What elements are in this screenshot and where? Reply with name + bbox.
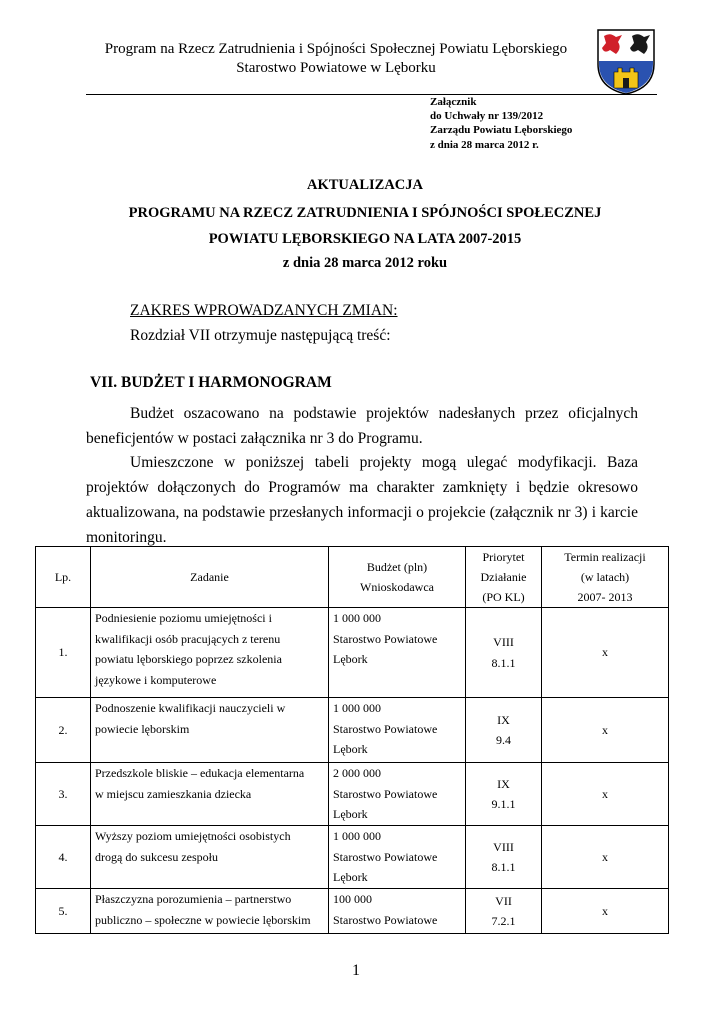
row-task	[91, 889, 329, 934]
table-row	[36, 889, 669, 934]
header-priority	[466, 547, 542, 608]
header-term-line-3: 2007- 2013	[577, 590, 633, 604]
section-title: VII. BUDŻET I HARMONOGRAM	[90, 374, 332, 391]
row-priority	[466, 698, 542, 763]
row-term: x	[542, 608, 669, 698]
budget-amount: 100 000	[333, 892, 372, 906]
section-paragraph-1: Budżet oszacowano na podstawie projektów nadesłanych przez oficjalnych beneficjentów w postaci załącznika nr 3 do Programu.	[86, 405, 638, 447]
header-budget-line-2: Wnioskodawca	[360, 580, 434, 594]
row-lp: 4.	[36, 826, 91, 889]
table-row	[36, 763, 669, 826]
task-line: drogą do sukcesu zespołu	[95, 849, 218, 864]
budget-amount: 1 000 000	[333, 701, 381, 715]
row-budget	[329, 889, 466, 934]
priority-action: 7.2.1	[491, 914, 516, 928]
budget-applicant: Starostwo Powiatowe	[333, 631, 438, 646]
header-priority-line-1: Priorytet	[482, 550, 525, 564]
row-task	[91, 608, 329, 698]
budget-applicant: Starostwo Powiatowe	[333, 786, 438, 801]
row-term: x	[542, 889, 669, 934]
task-line: kwalifikacji osób pracujących z terenu	[95, 631, 281, 646]
task-line: Podniesienie poziomu umiejętności i	[95, 611, 272, 625]
row-lp: 5.	[36, 889, 91, 934]
changes-heading: ZAKRES WPROWADZANYCH ZMIAN:	[130, 302, 398, 319]
row-lp: 3.	[36, 763, 91, 826]
document-title-date: z dnia 28 marca 2012 roku	[282, 255, 448, 271]
budget-applicant: Starostwo Powiatowe	[333, 912, 438, 927]
budget-city: Lębork	[333, 870, 368, 884]
row-term: x	[542, 698, 669, 763]
row-budget	[329, 763, 466, 826]
priority-code: IX	[497, 776, 510, 791]
annex-label: Załącznik	[430, 96, 477, 108]
budget-amount: 1 000 000	[333, 829, 381, 843]
row-budget	[329, 826, 466, 889]
row-task	[91, 826, 329, 889]
row-lp: 2.	[36, 698, 91, 763]
task-line: Podnoszenie kwalifikacji nauczycieli w	[95, 701, 286, 715]
header-budget-line-1: Budżet (pln)	[366, 560, 428, 574]
row-lp: 1.	[36, 608, 91, 698]
table-row	[36, 608, 669, 698]
budget-table	[35, 546, 669, 934]
priority-action: 9.4	[496, 733, 511, 747]
task-line: powiecie lęborskim	[95, 721, 190, 736]
header-term-line-1: Termin realizacji	[564, 550, 646, 564]
row-term: x	[542, 763, 669, 826]
header-priority-line-2: Działanie	[480, 570, 527, 584]
row-task	[91, 763, 329, 826]
task-line: językowe i komputerowe	[95, 672, 217, 687]
header-priority-line-3: (PO KL)	[482, 590, 525, 604]
task-line: Przedszkole bliskie – edukacja elementarna	[95, 766, 305, 780]
header-lp: Lp.	[36, 547, 91, 608]
header-budget	[329, 547, 466, 608]
budget-city: Lębork	[333, 807, 368, 821]
row-priority	[466, 763, 542, 826]
document-title-line-1: AKTUALIZACJA	[306, 177, 423, 193]
priority-action: 9.1.1	[491, 797, 516, 811]
row-priority	[466, 889, 542, 934]
annex-resolution: do Uchwały nr 139/2012	[430, 110, 544, 123]
priority-code: VIII	[493, 635, 514, 649]
document-header	[86, 40, 586, 78]
table-header-row	[36, 547, 669, 608]
priority-code: VIII	[493, 839, 514, 854]
task-line: publiczno – społeczne w powiecie lęborskim	[95, 912, 311, 927]
task-line: w miejscu zamieszkania dziecka	[95, 786, 252, 801]
table-row	[36, 826, 669, 889]
header-program-name: Program na Rzecz Zatrudnienia i Spójności Społecznej Powiatu Lęborskiego	[104, 41, 568, 57]
row-priority	[466, 826, 542, 889]
changes-text: Rozdział VII otrzymuje następującą treść:	[130, 327, 391, 344]
budget-applicant: Starostwo Powiatowe	[333, 721, 438, 736]
task-line: Wyższy poziom umiejętności osobistych	[95, 829, 291, 843]
annex-board: Zarządu Powiatu Lęborskiego	[430, 124, 573, 137]
document-title-line-2: PROGRAMU NA RZECZ ZATRUDNIENIA I SPÓJNOŚCI SPOŁECZNEJ	[128, 205, 602, 221]
budget-amount: 1 000 000	[333, 611, 381, 625]
row-budget	[329, 608, 466, 698]
annex-date: z dnia 28 marca 2012 r.	[430, 138, 539, 151]
header-task: Zadanie	[91, 547, 329, 608]
budget-amount: 2 000 000	[333, 766, 381, 780]
section-paragraph-2: Umieszczone w poniższej tabeli projekty mogą ulegać modyfikacji. Baza projektów dołączonych do Programów ma charakter zamknięty i będzie okresowo aktualizowana, na podstawie przesłanych informacji o projekcie (załącznik nr 3) i karcie monitoringu.	[86, 454, 638, 546]
document-title-line-3: POWIATU LĘBORSKIEGO NA LATA 2007-2015	[208, 231, 522, 247]
priority-code: IX	[497, 712, 510, 727]
task-line: Płaszczyzna porozumienia – partnerstwo	[95, 892, 292, 906]
county-crest-icon	[596, 28, 656, 96]
priority-action: 8.1.1	[491, 655, 516, 670]
row-task	[91, 698, 329, 763]
header-term-line-2: (w latach)	[580, 570, 630, 584]
budget-city: Lębork	[333, 742, 368, 756]
row-term: x	[542, 826, 669, 889]
table-row	[36, 698, 669, 763]
priority-action: 8.1.1	[491, 860, 516, 874]
row-priority	[466, 608, 542, 698]
page-number: 1	[352, 962, 360, 979]
task-line: powiatu lęborskiego poprzez szkolenia	[95, 652, 282, 666]
header-office-name: Starostwo Powiatowe w Lęborku	[236, 60, 436, 76]
budget-city: Lębork	[333, 652, 368, 666]
budget-applicant: Starostwo Powiatowe	[333, 849, 438, 864]
header-term	[542, 547, 669, 608]
priority-code: VII	[495, 893, 512, 908]
row-budget	[329, 698, 466, 763]
annex-note	[430, 95, 572, 152]
